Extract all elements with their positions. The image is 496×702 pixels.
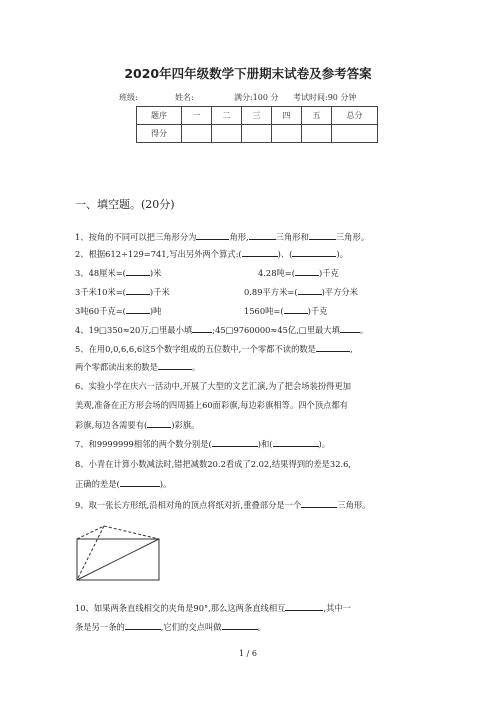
question-text: 5、在用0,0,6,6,6这5个数字组成的五位数中,一个零都不读的数是 [75,344,316,354]
question-text: 2、根据612÷129=741,写出另外两个算式:( [75,249,242,259]
question-7 [75,437,330,450]
question-1 [75,230,369,243]
answer-blank[interactable] [242,247,278,257]
question-8: 8、小青在计算小数减法时,错把减数20.2看成了2.02,结果得到的差是32.6, [75,459,352,469]
score-cell[interactable] [242,125,272,143]
question-text: 正确的差是( [75,479,120,489]
question-text: 两个零都读出来的数是 [75,362,158,372]
question-text: 彩旗,每边各需要有( [75,420,148,430]
question-text: 角形, [229,232,249,242]
score-row-label: 得分 [137,125,182,143]
question-6-line-3 [75,418,199,431]
question-6-line-2: 美观,准备在正方形会场的四周插上60面彩旗,每边彩旗相等。四个顶点都有 [75,400,349,410]
question-text: 1560吨=( [244,306,284,316]
question-3-line-2-part-2 [244,285,358,298]
score-header-cell: 四 [272,107,302,125]
answer-blank[interactable] [192,323,212,333]
question-10 [75,601,351,614]
score-table-score-row [137,125,378,143]
question-text: )彩旗。 [171,420,200,430]
answer-blank[interactable] [158,360,192,370]
score-header-cell: 二 [212,107,242,125]
question-text: , [349,344,353,354]
diagonal-fold-line [77,539,159,580]
question-text: 。 [191,362,201,372]
score-cell[interactable] [182,125,212,143]
question-text: )千克 [318,268,339,278]
answer-blank[interactable] [212,437,258,447]
dashed-folded-edge [77,526,104,539]
answer-blank[interactable] [126,285,150,295]
class-label: 班级: [119,93,138,102]
question-text: )。 [336,249,348,259]
question-text: 三角形。 [335,232,370,242]
question-text: )。 [318,439,331,449]
answer-blank[interactable] [249,230,276,240]
question-text: )千克 [307,306,328,316]
answer-blank[interactable] [301,498,337,508]
answer-blank[interactable] [273,437,319,447]
question-3 [75,266,161,279]
score-header-cell: 一 [182,107,212,125]
question-text: )。 [159,479,172,489]
answer-blank[interactable] [196,230,229,240]
question-text: )千米 [149,287,170,297]
question-10-line-2 [75,620,266,633]
answer-blank[interactable] [147,418,171,428]
folded-rectangle-figure [76,525,160,581]
score-table [136,106,378,143]
section-heading: 一、填空题。(20分) [75,198,175,211]
question-text: 1、按角的不同可以把三角形分为 [75,232,197,242]
question-3-line-3 [75,304,161,317]
question-text: 条是另一条的 [75,622,125,632]
score-cell[interactable] [212,125,242,143]
answer-blank[interactable] [120,477,160,487]
score-header-cell: 三 [242,107,272,125]
question-text: )米 [149,268,162,278]
answer-blank[interactable] [295,266,319,276]
page-title: 2020年四年级数学下册期末试卷及参考答案 [124,66,372,81]
score-cell[interactable] [332,125,378,143]
question-6: 6、实验小学在庆六一活动中,开展了大型的文艺汇演,为了把会场装扮得更加 [75,381,352,391]
question-text: 4、19□350≈20万,□里最小填 [75,325,193,335]
score-header-cell: 题序 [137,107,182,125]
question-text: )和( [257,439,273,449]
dashed-folded-edge [104,526,159,539]
question-text: 。 [257,622,266,632]
question-8-line-2 [75,477,171,490]
answer-blank[interactable] [285,601,323,611]
question-text: 3吨60千克=( [75,306,126,316]
exam-time-label: 考试时间:90 分钟 [293,93,357,102]
answer-blank[interactable] [340,323,360,333]
question-text: 3、48厘米=( [75,268,126,278]
question-2 [75,247,348,260]
question-text: ;45□9760000≈45亿,□里最大填 [212,325,340,335]
score-cell[interactable] [302,125,332,143]
answer-blank[interactable] [126,266,150,276]
question-4 [75,323,368,336]
answer-blank[interactable] [222,620,258,630]
question-3-line-2 [75,285,170,298]
question-text: 0.89平方米=( [244,287,298,297]
dashed-folded-edge [77,526,104,580]
question-5-line-2 [75,360,200,373]
question-text: 。 [359,325,369,335]
score-header-cell: 总分 [332,107,378,125]
question-text: 10、如果两条直线相交的夹角是90°,那么这两条直线相互 [75,603,286,613]
question-text: )平方分米 [321,287,358,297]
answer-blank[interactable] [298,285,322,295]
question-5 [75,342,353,355]
question-text: )吨 [149,306,162,316]
question-3-part-2 [258,266,339,279]
question-text: 三角形。 [337,500,371,510]
question-text: 4.28吨=( [258,268,295,278]
score-table-header-row [137,107,378,125]
question-9 [75,498,370,511]
answer-blank[interactable] [309,230,336,240]
answer-blank[interactable] [316,342,350,352]
question-text: 7、和9999999相邻的两个数分别是( [75,439,212,449]
score-header-cell: 五 [302,107,332,125]
full-score-label: 满分:100 分 [234,93,279,102]
question-text: 3千米10米=( [75,287,126,297]
question-text: 三角形和 [275,232,309,242]
question-text: ,它们的交点叫做 [160,622,222,632]
score-cell[interactable] [272,125,302,143]
question-3-line-3-part-2 [244,304,327,317]
answer-blank[interactable] [284,304,308,314]
page-number: 1 / 6 [239,649,257,658]
question-text: 9、取一张长方形纸,沿相对角的顶点将纸对折,重叠部分是一个 [75,500,302,510]
answer-blank[interactable] [292,247,336,257]
question-text: ,其中一 [323,603,351,613]
question-text: )、( [277,249,293,259]
answer-blank[interactable] [125,620,161,630]
name-label: 姓名: [175,93,194,102]
answer-blank[interactable] [126,304,150,314]
